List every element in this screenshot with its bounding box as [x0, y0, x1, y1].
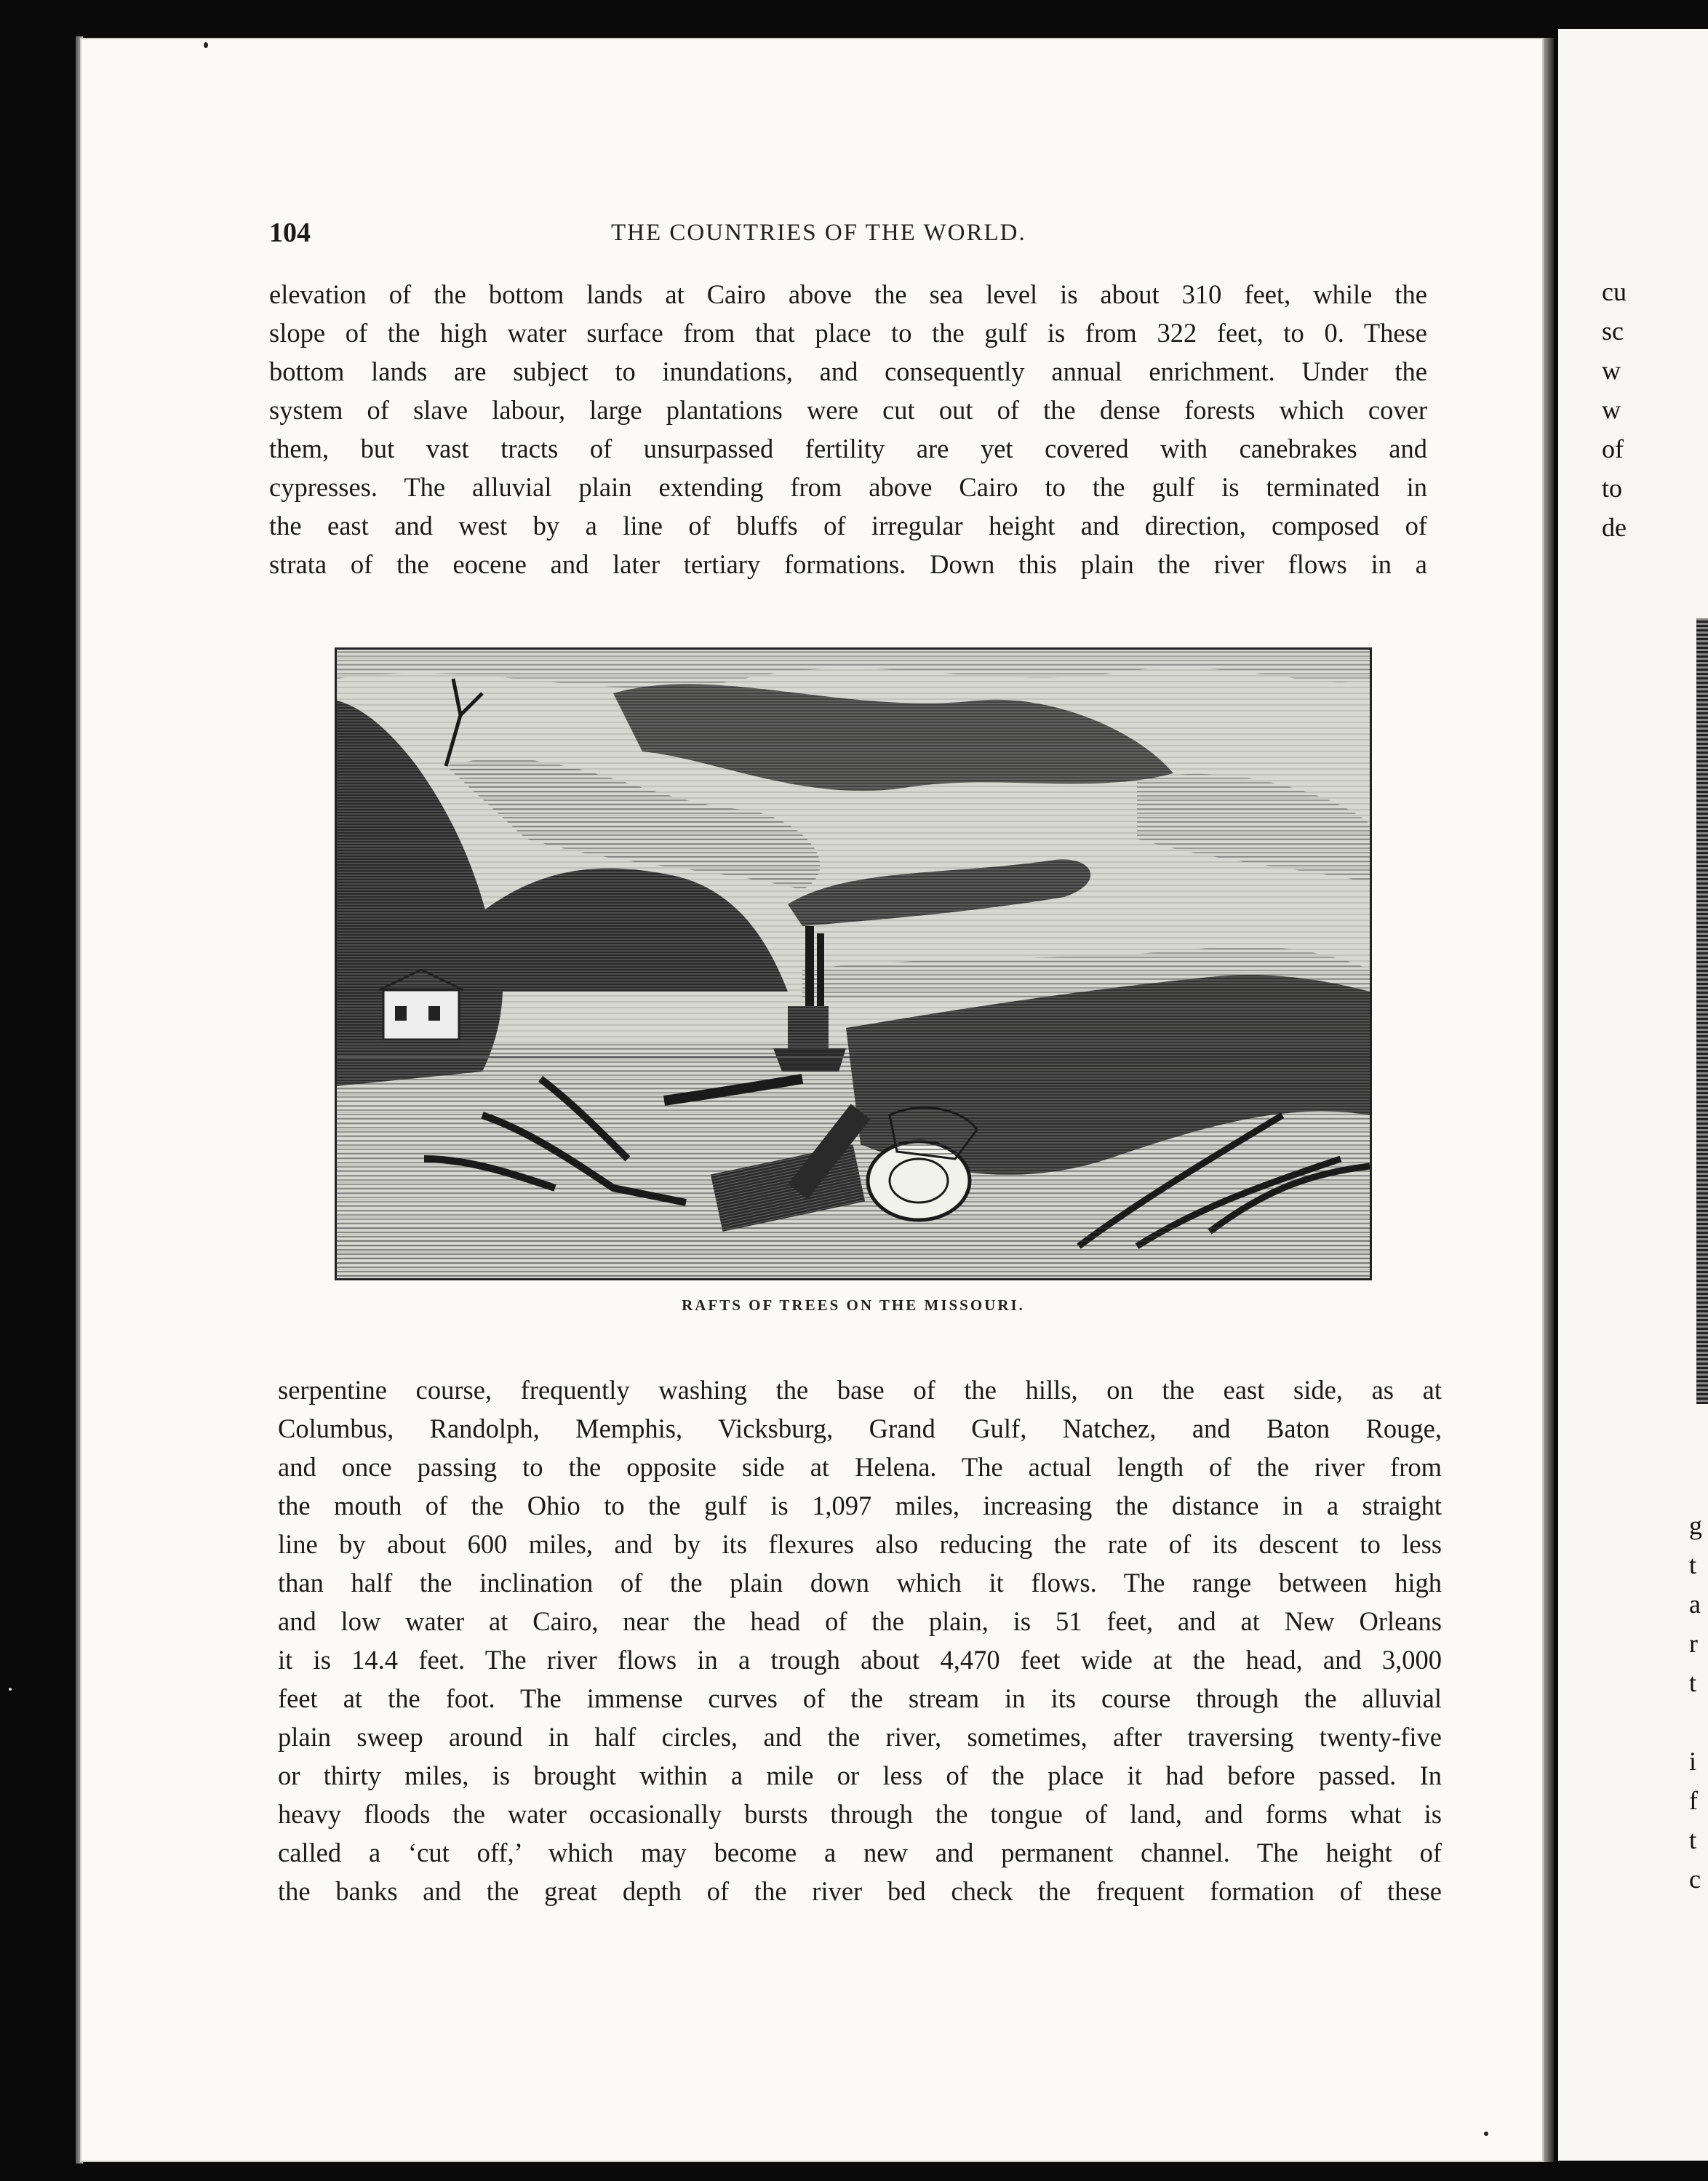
text-line: it is 14.4 feet. The river flows in a trough about 4,470 feet wide at the head, and 3,000 — [278, 1645, 1442, 1675]
facing-page-illustration-edge — [1696, 618, 1708, 1404]
text-line: them, but vast tracts of unsurpassed fertility are yet covered with canebrakes and — [269, 434, 1427, 463]
facing-page-fragment: t — [1689, 1550, 1697, 1579]
text-line: serpentine course, frequently washing the base of the hills, on the east side, as at — [278, 1375, 1442, 1405]
facing-page-fragment: r — [1689, 1629, 1698, 1658]
facing-page-fragment: to — [1602, 474, 1623, 503]
paragraph-bottom — [278, 1371, 1442, 1910]
paragraph-top — [269, 275, 1427, 583]
facing-page-fragment: t — [1689, 1668, 1697, 1697]
ink-speck — [1484, 2132, 1488, 2136]
facing-page-fragment: i — [1689, 1747, 1697, 1776]
text-line: system of slave labour, large plantations were cut out of the dense forests which cover — [269, 395, 1427, 425]
text-line: the mouth of the Ohio to the gulf is 1,097 miles, increasing the distance in a straight — [278, 1491, 1442, 1520]
engraving-image — [337, 650, 1370, 1278]
text-line: elevation of the bottom lands at Cairo above the sea level is about 310 feet, while the — [269, 279, 1427, 309]
text-line: Columbus, Randolph, Memphis, Vicksburg, Grand Gulf, Natchez, and Baton Rouge, — [278, 1414, 1442, 1443]
text-line: the banks and the great depth of the river bed check the frequent formation of these — [278, 1876, 1442, 1906]
text-line: or thirty miles, is brought within a mile or less of the place it had before passed. In — [278, 1761, 1442, 1790]
facing-page-fragment: of — [1602, 434, 1624, 463]
dust-speck — [9, 1688, 12, 1691]
page-number: 104 — [269, 218, 311, 248]
text-line: and low water at Cairo, near the head of the plain, is 51 feet, and at New Orleans — [278, 1606, 1442, 1636]
text-line: plain sweep around in half circles, and the river, sometimes, after traversing twenty-five — [278, 1722, 1442, 1752]
figure-caption: RAFTS OF TREES ON THE MISSOURI. — [682, 1296, 1025, 1314]
running-title: THE COUNTRIES OF THE WORLD. — [611, 220, 1026, 246]
text-line: than half the inclination of the plain down which it flows. The range between high — [278, 1568, 1442, 1598]
facing-page-fragment: sc — [1602, 316, 1624, 346]
facing-page-fragment: g — [1689, 1511, 1702, 1540]
facing-page-fragment: t — [1689, 1825, 1697, 1854]
text-line: cypresses. The alluvial plain extending from above Cairo to the gulf is terminated in — [269, 472, 1427, 502]
engraving-illustration — [335, 647, 1372, 1280]
facing-page-fragment: de — [1602, 513, 1627, 542]
text-line: line by about 600 miles, and by its flexures also reducing the rate of its descent to less — [278, 1529, 1442, 1559]
text-line: feet at the foot. The immense curves of the stream in its course through the alluvial — [278, 1683, 1442, 1713]
text-line: called a ‘cut off,’ which may become a new and permanent channel. The height of — [278, 1838, 1442, 1867]
text-line: and once passing to the opposite side at Helena. The actual length of the river from — [278, 1452, 1442, 1482]
facing-page-fragment: w — [1602, 395, 1621, 424]
text-line: bottom lands are subject to inundations, and consequently annual enrichment. Under the — [269, 356, 1427, 386]
text-line: slope of the high water surface from that place to the gulf is from 322 feet, to 0. These — [269, 318, 1427, 348]
facing-page — [1558, 29, 1708, 2161]
text-line: strata of the eocene and later tertiary formations. Down this plain the river flows in a — [269, 549, 1427, 579]
facing-page-fragment: cu — [1602, 277, 1627, 306]
facing-page-fragment: f — [1689, 1786, 1698, 1815]
facing-page-fragment: c — [1689, 1865, 1701, 1894]
text-line: the east and west by a line of bluffs of irregular height and direction, composed of — [269, 511, 1427, 541]
facing-page-fragment: w — [1602, 356, 1621, 385]
text-line: heavy floods the water occasionally bursts through the tongue of land, and forms what is — [278, 1799, 1442, 1829]
ink-speck — [204, 42, 208, 48]
page-gutter — [1544, 38, 1554, 2162]
facing-page-fragment: a — [1689, 1590, 1701, 1619]
